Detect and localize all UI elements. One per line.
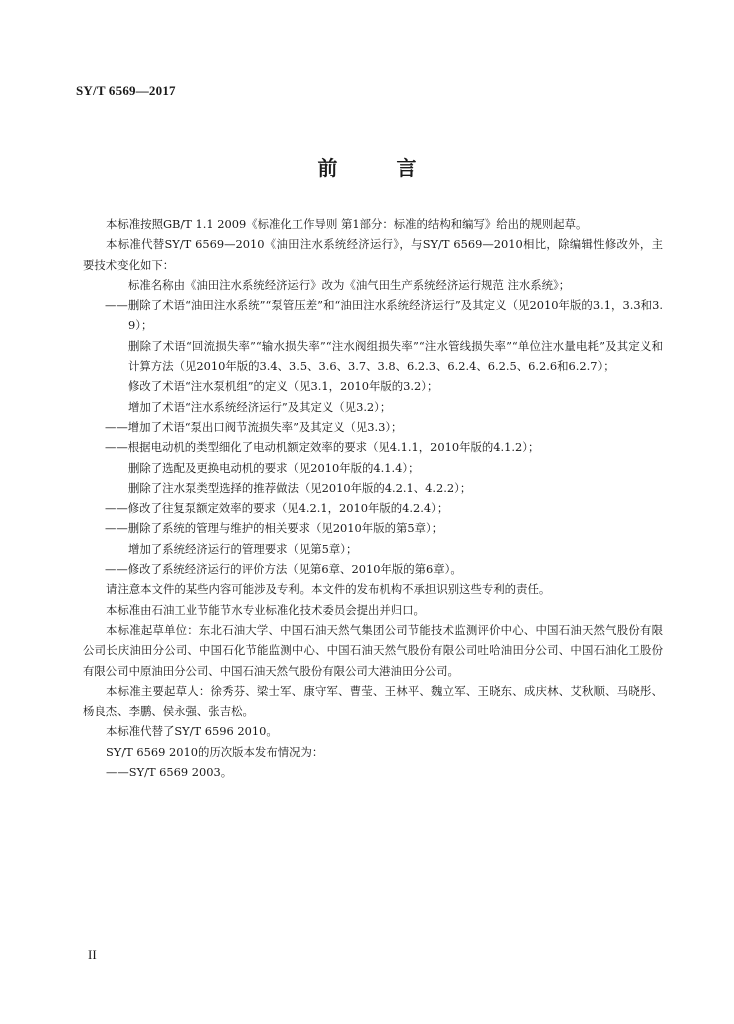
- change-item: 删除了注水泵类型选择的推荐做法（见2010年版的4.2.1、4.2.2）；: [128, 480, 472, 495]
- change-item: ——删除了术语“油田注水系统”“泵管压差”和“油田注水系统经济运行”及其定义（见2010年版的3.1，3.3和3.9）；: [105, 298, 663, 333]
- change-item: 删除了选配及更换电动机的要求（见2010年版的4.1.4）；: [128, 460, 420, 475]
- standard-code: SY/T 6569—2017: [76, 83, 176, 98]
- change-item: 增加了术语“注水系统经济运行”及其定义（见3.2）；: [128, 399, 392, 414]
- paragraph-drafters: 本标准主要起草人：徐秀芬、梁士军、康守军、曹莹、王林平、魏立军、王晓东、成庆林、艾秋顺、马晓彤、杨良杰、李鹏、侯永强、张吉松。: [83, 683, 663, 719]
- paragraph-proposer: 本标准由石油工业节能节水专业标准化技术委员会提出并归口。: [106, 602, 425, 617]
- change-item: ——修改了往复泵额定效率的要求（见4.2.1，2010年版的4.2.4）；: [105, 501, 449, 516]
- paragraph-drafting-rules: 本标准按照GB/T 1.1 2009《标准化工作导则 第1部分：标准的结构和编写》给出的规则起草。: [106, 217, 588, 231]
- paragraph-history-item: ——SY/T 6569 2003。: [106, 765, 233, 780]
- change-item: 修改了术语“注水泵机组”的定义（见3.1，2010年版的3.2）；: [128, 379, 439, 394]
- page-title: 前 言: [317, 156, 443, 180]
- page-number: II: [88, 947, 97, 962]
- paragraph-patent-notice: 请注意本文件的某些内容可能涉及专利。本文件的发布机构不承担识别这些专利的责任。: [106, 582, 551, 597]
- change-item: 增加了系统经济运行的管理要求（见第5章）；: [128, 541, 358, 556]
- paragraph-replaces: 本标准代替了SY/T 6596 2010。: [106, 724, 278, 739]
- foreword-body: [83, 214, 663, 782]
- paragraph-drafting-units: 本标准起草单位：东北石油大学、中国石油天然气集团公司节能技术监测评价中心、中国石油天然气股份有限公司长庆油田分公司、中国石化节能监测中心、中国石油天然气股份有限公司吐哈油田分公司、中国石油化工股份有限公司中原油田分公司、中国石油天然气股份有限公司大港油田分公司。: [83, 622, 663, 678]
- paragraph-replacement: 本标准代替SY/T 6569—2010《油田注水系统经济运行》，与SY/T 6569—2010相比，除编辑性修改外，主要技术变化如下：: [83, 237, 663, 272]
- change-item: ——增加了术语“泵出口阀节流损失率”及其定义（见3.3）；: [105, 419, 403, 434]
- change-item: ——修改了系统经济运行的评价方法（见第6章、2010年版的第6章）。: [105, 562, 462, 577]
- change-item: ——根据电动机的类型细化了电动机额定效率的要求（见4.1.1，2010年版的4.1.2）；: [105, 440, 540, 455]
- change-item: 标准名称由《油田注水系统经济运行》改为《油气田生产系统经济运行规范 注水系统》；: [128, 277, 571, 292]
- paragraph-history-intro: SY/T 6569 2010的历次版本发布情况为：: [106, 744, 324, 759]
- change-item: ——删除了系统的管理与维护的相关要求（见2010年版的第5章）；: [105, 521, 444, 536]
- change-item: 删除了术语“回流损失率”“输水损失率”“注水阀组损失率”“注水管线损失率”“单位注水量电耗”及其定义和计算方法（见2010年版的3.4、3.5、3.6、3.7、3.8、6.2.3、6.2.4、6.2.5、6.2.6和6.2.7）；: [128, 338, 663, 374]
